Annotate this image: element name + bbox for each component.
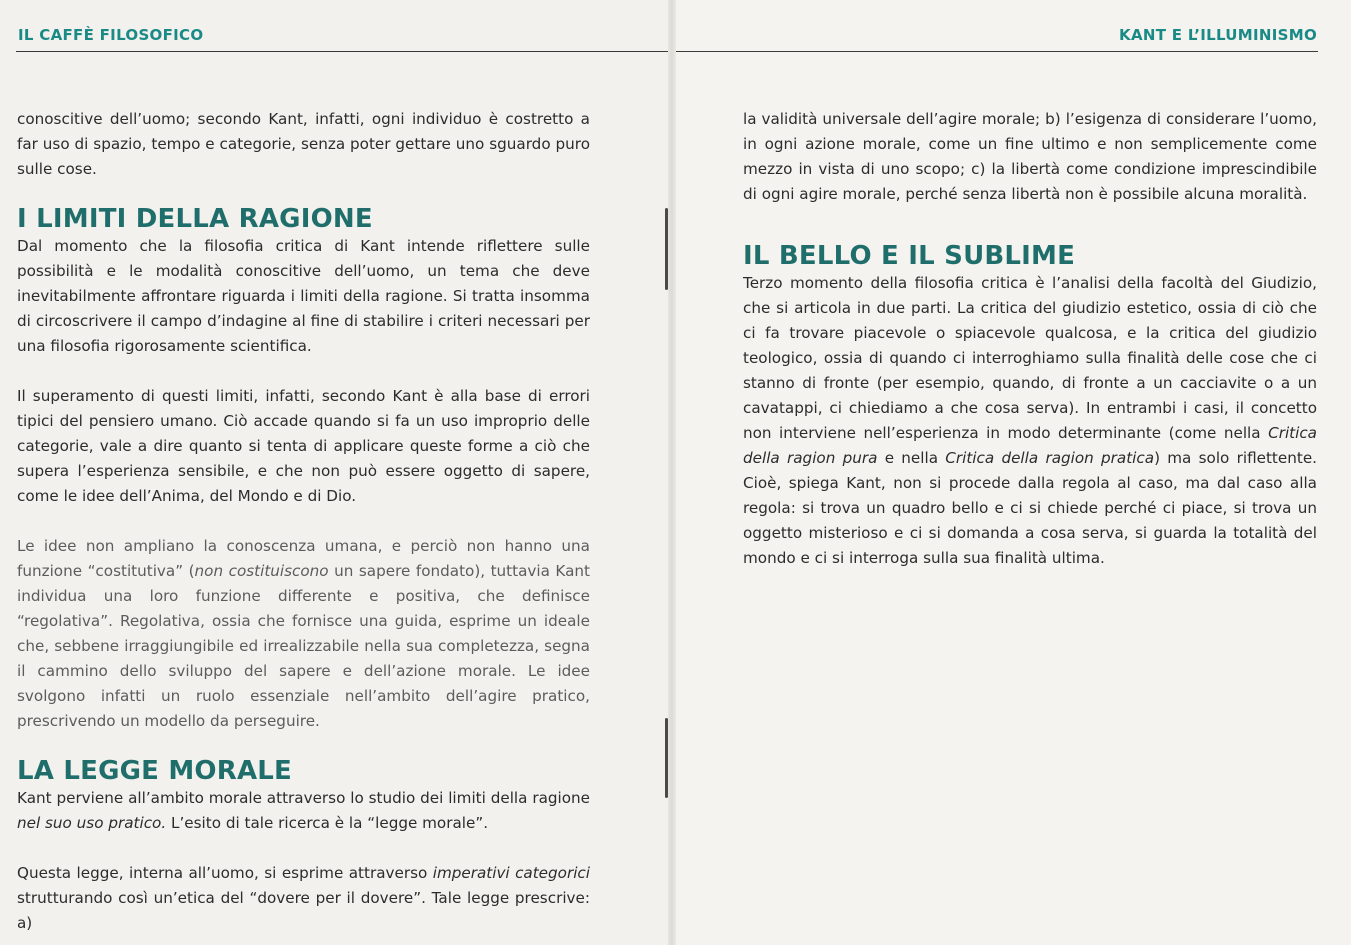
section-title-legge-morale: LA LEGGE MORALE	[17, 756, 293, 786]
right-intro-paragraph: la validità universale dell’agire morale; b) l’esigenza di considerare l’uomo, in ogni azione morale, come un fine ultimo e non semplicemente come mezzo in vista di uno scopo; c) la libertà come condizione imprescindibile di ogni agire morale, perché senza libertà non è possibile alcuna moralità.	[743, 110, 1317, 203]
legge-paragraph-2: Questa legge, interna all’uomo, si esprime attraverso imperativi categorici strutturando così un’etica del “dovere per il dovere”. Tale legge prescrive: a)	[17, 864, 590, 932]
limiti-paragraph-1: Dal momento che la filosofia critica di Kant intende riflettere sulle possibilità e le modalità conoscitive dell’uomo, un tema che deve inevitabilmente affrontare riguarda i limiti della ragione. Si tratta insomma di circoscrivere il campo d’indagine al fine di stabilire i criteri necessari per una filosofia rigorosamente scientifica.	[17, 237, 590, 355]
staple-top	[665, 208, 668, 290]
limiti-paragraph-3: Le idee non ampliano la conoscenza umana, e perciò non hanno una funzione “costitutiva” (non costituiscono un sapere fondato), tuttavia Kant individua una loro funzione differente e positiva, che definisce “regolativa”. Regolativa, ossia che fornisce una guida, esprime un ideale che, sebbene irraggiungibile ed irrealizzabile nella sua completezza, segna il cammino dello sviluppo del sapere e dell’azione morale. Le idee svolgono infatti un ruolo essenziale nell’ambito dell’agire pratico, prescrivendo un modello da perseguire.	[17, 537, 590, 730]
staple-bottom	[665, 718, 668, 798]
left-column	[17, 107, 590, 936]
bello-paragraph: Terzo momento della filosofia critica è l’analisi della facoltà del Giudizio, che si articola in due parti. La critica del giudizio estetico, ossia di ciò che ci fa trovare piacevole o spiacevole qualcosa, e la critica del giudizio teologico, ossia di quando ci interroghiamo sulla finalità delle cose che ci stanno di fronte (per esempio, quando, di fronte a un cacciavite o a un cavatappi, ci chiediamo a che cosa serva). In entrambi i casi, il concetto non interviene nell’esperienza in modo determinante (come nella Critica della ragion pura e nella Critica della ragion pratica) ma solo riflettente. Cioè, spiega Kant, non si procede dalla regola al caso, ma dal caso alla regola: si trova un quadro bello e ci si chiede perché ci piace, si trova un oggetto misterioso e ci si domanda a cosa serva, si guarda la totalità del mondo e ci si interroga sulla sua finalità ultima.	[743, 274, 1317, 567]
book-spine	[668, 0, 676, 945]
right-column	[743, 107, 1317, 571]
section-title-limiti: I LIMITI DELLA RAGIONE	[17, 204, 373, 234]
left-intro-paragraph: conoscitive dell’uomo; secondo Kant, infatti, ogni individuo è costretto a far uso di spazio, tempo e categorie, senza poter gettare uno sguardo puro sulle cose.	[17, 110, 590, 178]
running-head-left: IL CAFFÈ FILOSOFICO	[18, 26, 204, 44]
running-head-right: KANT E L’ILLUMINISMO	[1119, 26, 1317, 44]
limiti-paragraph-2: Il superamento di questi limiti, infatti, secondo Kant è alla base di errori tipici del pensiero umano. Ciò accade quando si fa un uso improprio delle categorie, vale a dire quanto si tenta di applicare queste forme a ciò che supera l’esperienza sensibile, e che non può essere oggetto di sapere, come le idee dell’Anima, del Mondo e di Dio.	[17, 387, 590, 505]
header-rule-left	[16, 51, 668, 52]
legge-paragraph-1: Kant perviene all’ambito morale attraverso lo studio dei limiti della ragione nel suo uso pratico. L’esito di tale ricerca è la “legge morale”.	[17, 789, 590, 832]
header-rule-right	[676, 51, 1318, 52]
section-title-bello-sublime: IL BELLO E IL SUBLIME	[743, 241, 1076, 271]
